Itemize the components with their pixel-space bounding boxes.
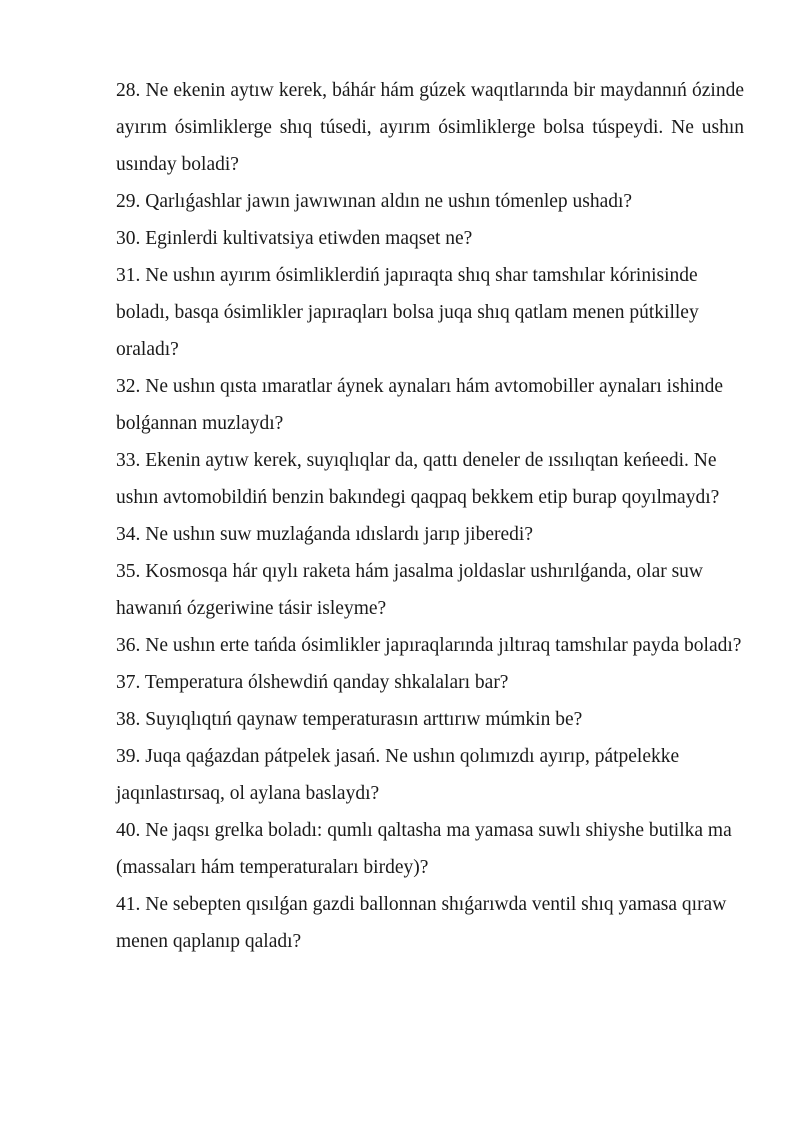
question-41: 41. Ne sebepten qısılǵan gazdi ballonnan shıǵarıwda ventil shıq yamasa qıraw menen qaplanıp qaladı? (116, 894, 727, 952)
question-32: 32. Ne ushın qısta ımaratlar áynek aynaları hám avtomobiller aynaları ishinde bolǵannan muzlaydı? (116, 376, 724, 434)
question-37: 37. Temperatura ólshewdiń qanday shkalaları bar? (116, 672, 509, 693)
question-33: 33. Ekenin aytıw kerek, suyıqlıqlar da, qattı deneler de ıssılıqtan keńeedi. Ne ushın avtomobildiń benzin bakındegi qaqpaq bekkem etip burap qoyılmaydı? (116, 450, 720, 508)
question-28: 28. Ne ekenin aytıw kerek, báhár hám gúzek waqıtlarında bir maydannıń ózinde ayırım ósimliklerge shıq túsedi, ayırım ósimliklerge bolsa túspeydi. Ne ushın usınday boladi? (116, 80, 744, 175)
question-30: 30. Eginlerdi kultivatsiya etiwden maqset ne? (116, 228, 473, 249)
question-29: 29. Qarlıǵashlar jawın jawıwınan aldın ne ushın tómenlep ushadı? (116, 191, 633, 212)
question-36: 36. Ne ushın erte tańda ósimlikler japıraqlarında jıltıraq tamshılar payda boladı? (116, 635, 742, 656)
question-31: 31. Ne ushın ayırım ósimliklerdiń japıraqta shıq shar tamshılar kórinisinde boladı, basqa ósimlikler japıraqları bolsa juqa shıq qatlam menen pútkilley oraladı? (116, 265, 699, 360)
question-40: 40. Ne jaqsı grelka boladı: qumlı qaltasha ma yamasa suwlı shiyshe butilka ma (massaları hám temperaturaları birdey)? (116, 820, 732, 878)
question-list (116, 72, 744, 960)
question-35: 35. Kosmosqa hár qıylı raketa hám jasalma joldaslar ushırılǵanda, olar suw hawanıń ózgeriwine tásir isleyme? (116, 561, 704, 619)
question-38: 38. Suyıqlıqtıń qaynaw temperaturasın arttırıw múmkin be? (116, 709, 583, 730)
question-34: 34. Ne ushın suw muzlaǵanda ıdıslardı jarıp jiberedi? (116, 524, 533, 545)
question-39: 39. Juqa qaǵazdan pátpelek jasań. Ne ushın qolımızdı ayırıp, pátpelekke jaqınlastırsaq, ol aylana baslaydı? (116, 746, 680, 804)
